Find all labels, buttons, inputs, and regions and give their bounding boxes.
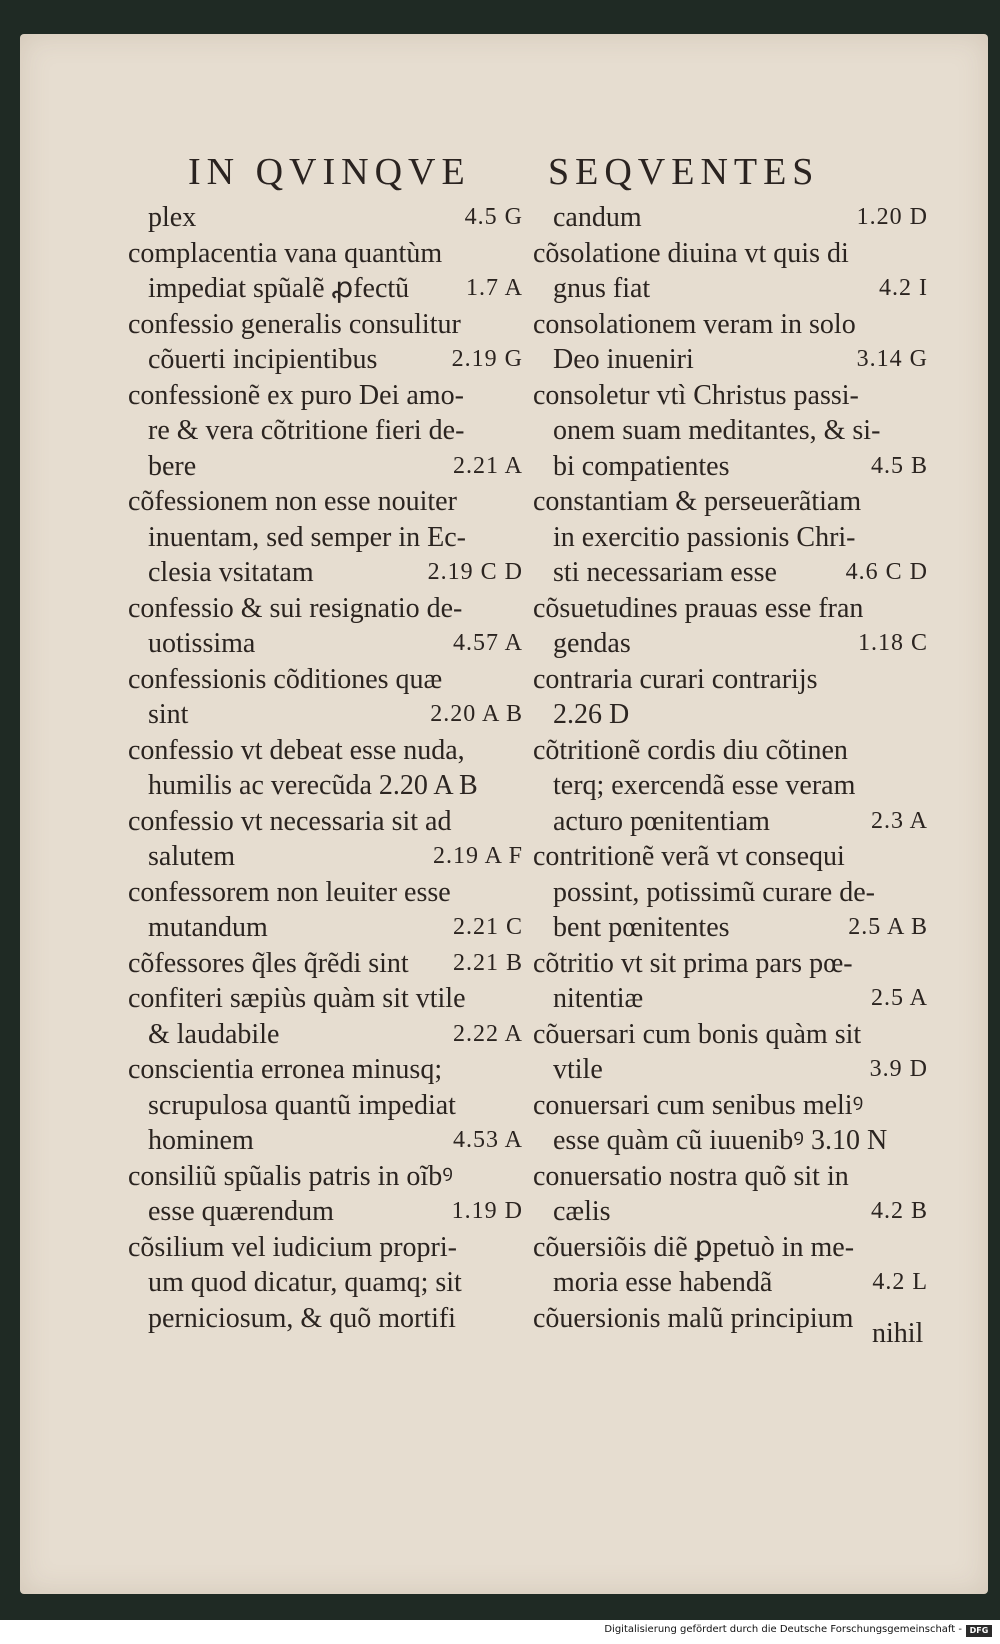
- index-entry-line: [128, 413, 523, 449]
- index-entry-text: humilis ac verecũda 2.20 A B: [148, 770, 478, 801]
- index-entry-reference: 4.6 C D: [845, 559, 928, 585]
- index-entry-line: [128, 484, 523, 520]
- index-entry-text: 2.26 D: [553, 699, 630, 730]
- index-entry-text: mutandum: [148, 912, 268, 943]
- index-entry-text: clesia vsitatam: [148, 557, 314, 588]
- index-entry-text: sint: [148, 699, 189, 730]
- index-entry-line: [128, 1017, 523, 1053]
- running-head-left: IN QVINQVE: [188, 151, 471, 193]
- index-entry-line: [128, 1301, 523, 1337]
- index-entry-line: [128, 271, 523, 307]
- index-entry-text: contritionẽ verã vt consequi: [533, 841, 845, 872]
- index-entry-line: [128, 1123, 523, 1159]
- index-entry-reference: 2.5 A B: [848, 914, 928, 940]
- index-entry-text: conuersatio nostra quõ sit in: [533, 1160, 849, 1192]
- index-entry-reference: 2.21 A: [452, 452, 523, 479]
- index-entry-reference: 4.2 B: [870, 1198, 928, 1224]
- index-entry-line: [128, 626, 523, 662]
- index-entry-line: [128, 875, 523, 911]
- index-entry-text: confessionẽ ex puro Dei amo-: [128, 379, 464, 411]
- index-entry-line: [533, 271, 928, 307]
- index-entry-text: onem suam meditantes, & si-: [553, 415, 881, 446]
- index-entry-reference: 4.5 G: [464, 204, 523, 230]
- index-entry-reference: 1.18 C: [857, 630, 928, 656]
- index-entry-reference: 4.53 A: [452, 1127, 523, 1153]
- index-entry-text: gnus fiat: [553, 273, 651, 304]
- index-entry-line: [533, 875, 928, 911]
- index-entry-text: perniciosum, & quõ mortifi: [148, 1302, 456, 1334]
- index-entry-line: [533, 1159, 928, 1195]
- index-entry-text: complacentia vana quantùm: [128, 237, 443, 269]
- catchword: nihil: [872, 1318, 924, 1349]
- index-entry-text: re & vera cõtritione fieri de-: [148, 415, 465, 446]
- index-entry-text: cõtritionẽ cordis diu cõtinen: [533, 734, 848, 766]
- index-entry-line: [533, 342, 928, 378]
- index-entry-reference: 2.21 B: [452, 949, 523, 976]
- index-entry-text: bi compatientes: [553, 450, 730, 482]
- index-entry-text: cõuersionis malũ principium: [533, 1302, 854, 1334]
- index-entry-line: [128, 1230, 523, 1266]
- index-entry-line: [533, 1052, 928, 1088]
- index-entry-line: [128, 1052, 523, 1088]
- index-entry-line: [533, 1123, 928, 1159]
- index-entry-text: in exercitio passionis Chri-: [553, 521, 856, 553]
- index-entry-line: [533, 200, 928, 236]
- index-entry-reference: 4.5 B: [870, 452, 928, 479]
- index-entry-text: esse quærendum: [148, 1196, 334, 1227]
- index-entry-text: & laudabile: [148, 1018, 280, 1050]
- index-entry-text: acturo pœnitentiam: [553, 805, 770, 837]
- index-entry-line: [128, 946, 523, 982]
- index-entry-text: cõuersiõis diẽ ꝑpetuò in me-: [533, 1231, 855, 1263]
- index-entry-reference: 3.14 G: [856, 346, 928, 372]
- index-entry-text: hominem: [148, 1125, 254, 1156]
- index-entry-line: [533, 1230, 928, 1266]
- index-entry-line: [128, 378, 523, 414]
- index-entry-text: conscientia erronea minusq;: [128, 1054, 443, 1085]
- index-entry-text: cõfessores q̃les q̃rẽdi sint: [128, 947, 409, 979]
- running-head-right: SEQVENTES: [548, 151, 820, 193]
- index-entry-text: cælis: [553, 1196, 611, 1227]
- index-entry-reference: 3.9 D: [869, 1056, 928, 1082]
- index-entry-reference: 1.19 D: [451, 1198, 523, 1224]
- index-entry-line: [533, 413, 928, 449]
- index-entry-line: [533, 910, 928, 946]
- index-entry-line: [533, 1301, 928, 1337]
- index-entry-line: [128, 733, 523, 769]
- index-entry-line: [533, 520, 928, 556]
- index-entry-line: [533, 236, 928, 272]
- index-entry-line: [128, 1265, 523, 1301]
- index-entry-line: [128, 910, 523, 946]
- index-entry-line: [128, 555, 523, 591]
- index-entry-text: plex: [148, 202, 197, 233]
- index-entry-line: [128, 1194, 523, 1230]
- index-entry-text: Deo inueniri: [553, 344, 694, 375]
- index-entry-line: [128, 804, 523, 840]
- index-entry-text: moria esse habendã: [553, 1267, 773, 1298]
- index-entry-line: [533, 307, 928, 343]
- index-entry-reference: 2.22 A: [452, 1020, 523, 1047]
- index-entry-reference: 2.5 A: [870, 985, 928, 1011]
- index-entry-line: [533, 591, 928, 627]
- index-entry-line: [533, 981, 928, 1017]
- index-entry-line: [128, 768, 523, 804]
- index-entry-line: [533, 946, 928, 982]
- index-entry-text: vtile: [553, 1054, 603, 1085]
- index-entry-line: [128, 342, 523, 378]
- index-entry-text: cõsuetudines prauas esse fran: [533, 592, 864, 624]
- index-entry-text: bere: [148, 450, 197, 482]
- index-entry-text: cõtritio vt sit prima pars pœ-: [533, 947, 853, 979]
- index-entry-text: scrupulosa quantũ impediat: [148, 1089, 456, 1121]
- index-entry-reference: 2.21 C: [452, 914, 523, 940]
- index-entry-reference: 1.7 A: [465, 275, 523, 301]
- left-index-column: [128, 200, 523, 1336]
- index-entry-text: confiteri sæpiùs quàm sit vtile: [128, 983, 466, 1014]
- index-entry-reference: 2.19 C D: [427, 559, 523, 585]
- index-entry-text: salutem: [148, 841, 236, 872]
- index-entry-line: [533, 662, 928, 698]
- index-entry-line: [128, 1088, 523, 1124]
- index-entry-text: consolationem veram in solo: [533, 308, 856, 340]
- index-entry-text: uotissima: [148, 628, 256, 659]
- index-entry-line: [533, 449, 928, 485]
- index-entry-reference: 2.19 A F: [432, 843, 523, 869]
- index-entry-line: [128, 697, 523, 733]
- index-entry-line: [533, 1088, 928, 1124]
- index-entry-line: [128, 662, 523, 698]
- index-entry-line: [128, 520, 523, 556]
- index-entry-line: [533, 484, 928, 520]
- index-entry-line: [533, 555, 928, 591]
- index-entry-text: gendas: [553, 628, 631, 659]
- index-entry-text: sti necessariam esse: [553, 557, 777, 588]
- index-entry-text: cõuerti incipientibus: [148, 344, 378, 375]
- index-entry-line: [533, 1194, 928, 1230]
- index-entry-line: [128, 200, 523, 236]
- index-entry-text: inuentam, sed semper in Ec-: [148, 521, 467, 553]
- index-entry-text: cõuersari cum bonis quàm sit: [533, 1018, 862, 1050]
- index-entry-text: consoletur vtì Christus passi-: [533, 379, 859, 411]
- index-entry-line: [533, 626, 928, 662]
- index-entry-reference: 1.20 D: [856, 204, 928, 230]
- index-entry-text: contraria curari contrarijs: [533, 663, 818, 695]
- index-entry-text: cõfessionem non esse nouiter: [128, 486, 457, 517]
- index-entry-text: possint, potissimũ curare de-: [553, 876, 875, 908]
- index-entry-line: [533, 1265, 928, 1301]
- index-entry-text: um quod dicatur, quamq; sit: [148, 1267, 462, 1298]
- index-entry-reference: 4.2 L: [872, 1269, 928, 1295]
- index-entry-line: [128, 981, 523, 1017]
- index-entry-line: [533, 733, 928, 769]
- index-entry-text: confessio vt debeat esse nuda,: [128, 734, 465, 766]
- index-entry-line: [533, 768, 928, 804]
- footer-credit: Digitalisierung gefördert durch die Deutsche Forschungsgemeinschaft -: [604, 1624, 962, 1635]
- index-entry-reference: 2.3 A: [870, 807, 928, 834]
- index-entry-line: [128, 449, 523, 485]
- index-entry-text: nitentiæ: [553, 983, 644, 1014]
- right-index-column: [533, 200, 928, 1336]
- index-entry-line: [128, 307, 523, 343]
- index-entry-text: esse quàm cũ iuuenibꝰ 3.10 N: [553, 1125, 888, 1156]
- index-entry-text: confessio vt necessaria sit ad: [128, 805, 452, 837]
- index-entry-reference: 4.2 I: [879, 275, 928, 301]
- index-entry-line: [533, 697, 928, 733]
- index-entry-line: [533, 1017, 928, 1053]
- index-entry-reference: 4.57 A: [452, 630, 523, 656]
- index-entry-text: cõsilium vel iudicium propri-: [128, 1231, 457, 1263]
- index-entry-text: bent pœnitentes: [553, 912, 730, 943]
- index-entry-text: confessionis cõditiones quæ: [128, 663, 443, 695]
- index-entry-reference: 2.20 A B: [430, 701, 523, 727]
- index-entry-text: confessorem non leuiter esse: [128, 876, 451, 908]
- index-entry-text: conuersari cum senibus meliꝰ: [533, 1089, 864, 1121]
- index-entry-line: [533, 804, 928, 840]
- index-entry-line: [533, 378, 928, 414]
- index-entry-line: [128, 236, 523, 272]
- index-entry-text: cõsolatione diuina vt quis di: [533, 237, 849, 269]
- dfg-logo: DFG: [966, 1625, 992, 1637]
- index-entry-text: impediat spũalẽ ꝓfectũ: [148, 273, 410, 304]
- index-entry-line: [128, 1159, 523, 1195]
- index-entry-text: confessio & sui resignatio de-: [128, 592, 463, 624]
- index-entry-text: confessio generalis consulitur: [128, 308, 461, 340]
- index-entry-text: consiliũ spũalis patris in oĩbꝰ: [128, 1160, 453, 1192]
- index-entry-reference: 2.19 G: [451, 346, 523, 372]
- index-entry-text: terq; exercendã esse veram: [553, 770, 856, 801]
- index-entry-text: constantiam & perseuerãtiam: [533, 486, 862, 517]
- index-entry-text: candum: [553, 202, 642, 233]
- index-entry-line: [533, 839, 928, 875]
- index-entry-line: [128, 591, 523, 627]
- index-entry-line: [128, 839, 523, 875]
